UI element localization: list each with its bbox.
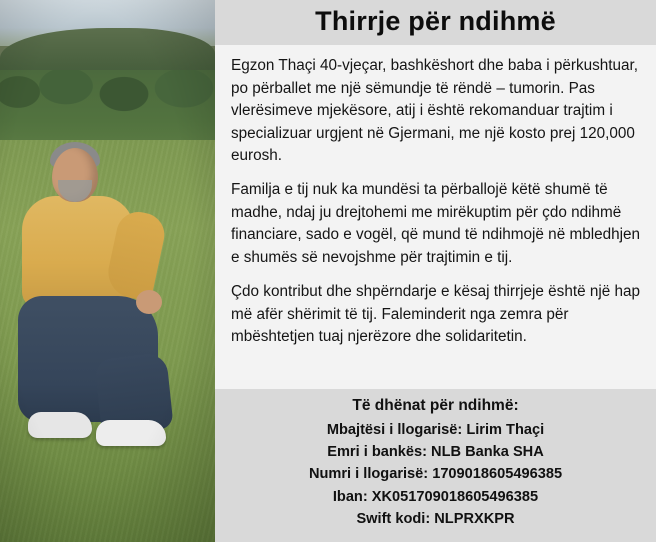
appeal-body [215, 45, 656, 389]
page-title: Thirrje për ndihmë [315, 6, 556, 36]
appeal-paragraph-3: Çdo kontribut dhe shpërndarje e kësaj thirrjeje është një hap më afër shërimit të tij. Faleminderit nga zemra për mbështetjen tuaj njerëzore dhe solidaritetin. [231, 283, 641, 346]
appeal-paragraph-1: Egzon Thaçi 40-vjeçar, bashkëshort dhe baba i përkushtuar, po përballet me një sëmundje të rëndë – tumorin. Pas vlerësimeve mjekësore, atij i është rekomanduar trajtim i specializuar urgjent në Gjermani, me një kosto prej 120,000 eurosh. [231, 57, 639, 164]
content-panel [215, 0, 656, 542]
donation-swift-code: Swift kodi: NLPRXKPR [356, 510, 515, 527]
donation-account-holder: Mbajtësi i llogarisë: Lirim Thaçi [326, 422, 545, 439]
photo-person-hand [136, 290, 162, 314]
title-band [215, 0, 656, 45]
photo-panel [0, 0, 215, 542]
photo-person-shoe-left [28, 412, 92, 438]
donation-heading: Të dhënat për ndihmë: [352, 397, 519, 415]
donation-account-number: Numri i llogarisë: 1709018605496385 [308, 466, 563, 483]
donation-bank-name: Emri i bankës: NLB Banka SHA [327, 444, 544, 461]
photo-person-shoe-right [96, 420, 166, 446]
appeal-paragraph-2: Familja e tij nuk ka mundësi ta përballojë këtë shumë të madhe, ndaj ju drejtohemi me mirëkuptim për çdo ndihmë financiare, sado e vogël, që mund të ndihmojë në mbledhjen e shumës së nevojshme për trajtimin e tij. [231, 181, 641, 266]
donation-iban: Iban: XK051709018605496385 [332, 488, 539, 505]
donation-details-box [215, 389, 656, 542]
